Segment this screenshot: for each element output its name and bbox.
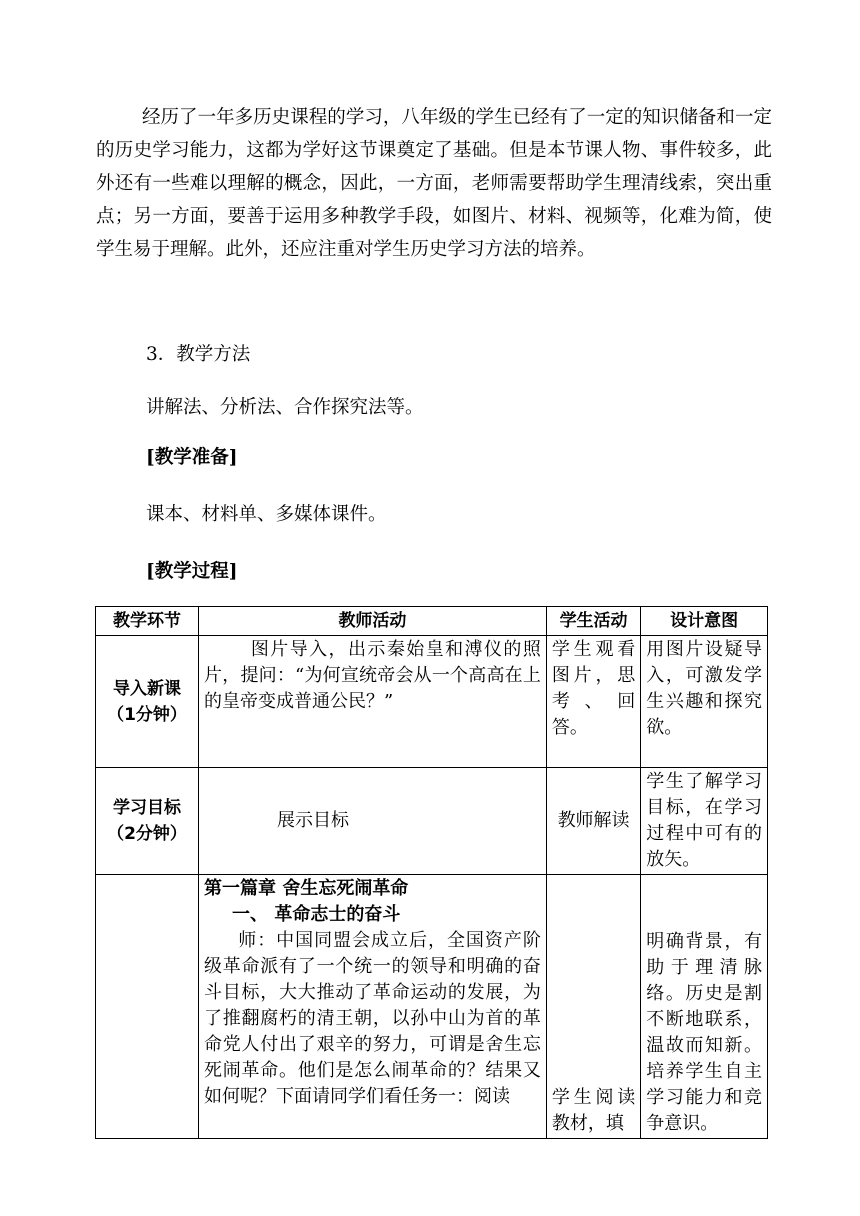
table-header-row xyxy=(96,607,768,636)
header-teacher-activity: 教师活动 xyxy=(199,607,547,636)
header-stage: 教学环节 xyxy=(96,607,199,636)
table-row xyxy=(96,768,768,875)
stage-name: 导入新课 xyxy=(113,678,182,699)
stage-time: （1分钟） xyxy=(107,704,187,725)
stage-name: 学习目标 xyxy=(113,798,182,818)
preparation-heading: [教学准备] xyxy=(146,447,238,468)
teaching-process-table xyxy=(95,606,768,1139)
header-design-intent: 设计意图 xyxy=(641,607,768,636)
process-heading: [教学过程] xyxy=(146,561,238,582)
section-title: 一、 革命志士的奋斗 xyxy=(232,904,401,925)
chapter-title: 第一篇章 舍生忘死闹革命 xyxy=(204,878,409,899)
stage-cell xyxy=(96,636,199,768)
table-row xyxy=(96,875,768,1139)
teacher-activity-cell: 展示目标 xyxy=(199,768,547,875)
design-intent-cell: 明确背景，有助于理清脉络。历史是割不断地联系，温故而知新。培养学生自主学习能力和竞争意识。 xyxy=(641,875,768,1139)
stage-cell xyxy=(96,875,199,1139)
table-row xyxy=(96,636,768,768)
design-intent-cell: 用图片设疑导入，可激发学生兴趣和探究欲。 xyxy=(641,636,768,768)
design-intent-cell: 学生了解学习目标，在学习过程中可有的放矢。 xyxy=(641,768,768,875)
method-heading: 3．教学方法 xyxy=(146,344,251,365)
student-activity-cell: 教师解读 xyxy=(546,768,640,875)
teacher-activity-cell xyxy=(199,875,547,1139)
header-student-activity: 学生活动 xyxy=(546,607,640,636)
student-activity-cell: 学生阅读教材，填 xyxy=(546,875,640,1139)
stage-cell xyxy=(96,768,199,875)
stage-time: （2分钟） xyxy=(107,824,187,844)
teacher-text: 师：中国同盟会成立后，全国资产阶级革命派有了一个统一的领导和明确的奋斗目标，大大推动了革命运动的发展，为了推翻腐朽的清王朝，以孙中山为首的革命党人付出了艰辛的努力，可谓是舍生忘死闹革命。他们是怎么闹革命的？结果又如何呢？下面请同学们看任务一：阅读 xyxy=(204,930,541,1107)
method-text: 讲解法、分析法、合作探究法等。 xyxy=(146,397,424,418)
preparation-text: 课本、材料单、多媒体课件。 xyxy=(146,504,387,525)
student-activity-cell: 学生观看图片，思考、回答。 xyxy=(546,636,640,768)
intro-paragraph: 经历了一年多历史课程的学习，八年级的学生已经有了一定的知识储备和一定的历史学习能力，这都为学好这节课奠定了基础。但是本节课人物、事件较多，此外还有一些难以理解的概念，因此，一方面，老师需要帮助学生理清线索，突出重点；另一方面，要善于运用多种教学手段，如图片、材料、视频等，化难为简，使学生易于理解。此外，还应注重对学生历史学习方法的培养。 xyxy=(96,107,772,260)
teacher-activity-cell: 图片导入，出示秦始皇和溥仪的照片，提问：“为何宣统帝会从一个高高在上的皇帝变成普通公民？” xyxy=(199,636,547,768)
